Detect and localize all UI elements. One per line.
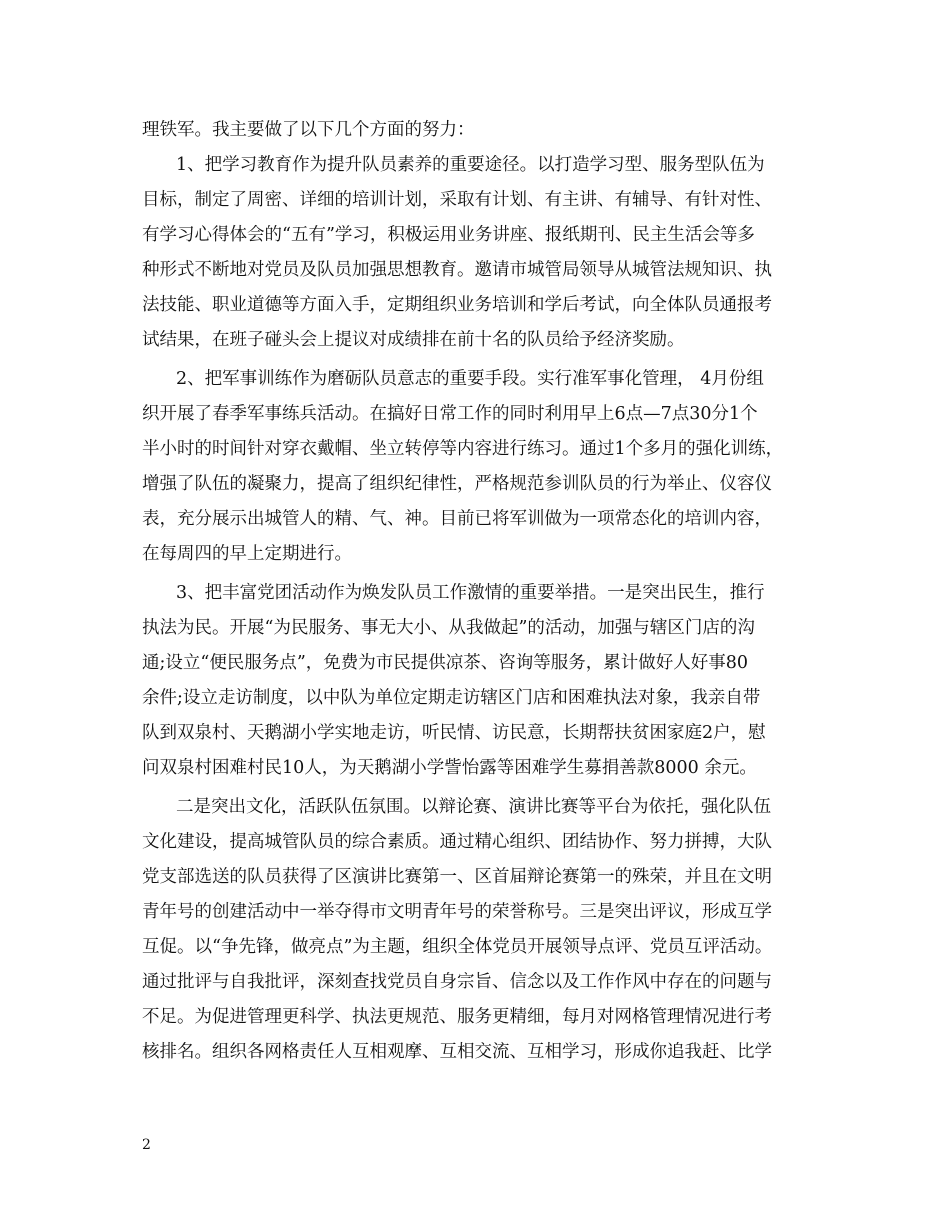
text-line: 余件;设立走访制度，以中队为单位定期走访辖区门店和困难执法对象，我亲自带 — [142, 688, 761, 708]
text-line: 党支部选送的队员获得了区演讲比赛第一、区首届辩论赛第一的殊荣，并且在文明 — [142, 867, 772, 887]
text-line: 法技能、职业道德等方面入手，定期组织业务培训和学后考试，向全体队员通报考 — [142, 295, 772, 315]
text-line: 青年号的创建活动中一举夺得市文明青年号的荣誉称号。三是突出评议，形成互学 — [142, 902, 772, 922]
text-line: 试结果，在班子碰头会上提议对成绩排在前十名的队员给予经济奖励。 — [142, 330, 685, 350]
text-line: 表，充分展示出城管人的精、气、神。目前已将军训做为一项常态化的培训内容， — [142, 509, 772, 529]
text-line: 1、把学习教育作为提升队员素养的重要途径。以打造学习型、服务型队伍为 — [176, 155, 765, 175]
text-line: 文化建设，提高城管队员的综合素质。通过精心组织、团结协作、努力拼搏，大队 — [142, 832, 772, 852]
text-line: 2、把军事训练作为磨砺队员意志的重要手段。实行准军事化管理， 4月份组 — [176, 369, 764, 389]
text-line: 增强了队伍的凝聚力，提高了组织纪律性，严格规范参训队员的行为举止、仪容仪 — [142, 474, 772, 494]
text-line: 半小时的时间针对穿衣戴帽、坐立转停等内容进行练习。通过1个多月的强化训练， — [142, 439, 784, 459]
text-line: 在每周四的早上定期进行。 — [142, 544, 352, 564]
text-line: 通过批评与自我批评，深刻查找党员自身宗旨、信念以及工作作风中存在的问题与 — [142, 972, 772, 992]
text-line: 不足。为促进管理更科学、执法更规范、服务更精细，每月对网格管理情况进行考 — [142, 1007, 772, 1027]
text-line: 互促。以“争先锋，做亮点”为主题，组织全体党员开展领导点评、党员互评活动。 — [142, 937, 773, 957]
text-line: 核排名。组织各网格责任人互相观摩、互相交流、互相学习，形成你追我赶、比学 — [142, 1042, 772, 1062]
text-line: 目标，制定了周密、详细的培训计划，采取有计划、有主讲、有辅导、有针对性、 — [142, 190, 772, 210]
text-line: 种形式不断地对党员及队员加强思想教育。邀请市城管局领导从城管法规知识、执 — [142, 260, 772, 280]
text-line: 二是突出文化，活跃队伍氛围。以辩论赛、演讲比赛等平台为依托，强化队伍 — [176, 797, 771, 817]
page-number: 2 — [142, 1137, 151, 1153]
text-line: 理铁军。我主要做了以下几个方面的努力： — [142, 120, 475, 140]
text-line: 队到双泉村、天鹅湖小学实地走访，听民情、访民意，长期帮扶贫困家庭2户，慰 — [142, 723, 766, 743]
text-line: 问双泉村困难村民10人，为天鹅湖小学訾怡露等困难学生募捐善款8000 余元。 — [142, 758, 757, 778]
text-line: 执法为民。开展“为民服务、事无大小、从我做起”的活动，加强与辖区门店的沟 — [142, 618, 755, 638]
text-line: 通;设立“便民服务点”，免费为市民提供凉茶、咨询等服务，累计做好人好事80 — [142, 653, 749, 673]
text-line: 织开展了春季军事练兵活动。在搞好日常工作的同时利用早上6点—7点30分1个 — [142, 404, 758, 424]
text-line: 3、把丰富党团活动作为焕发队员工作激情的重要举措。一是突出民生，推行 — [176, 583, 765, 603]
text-line: 有学习心得体会的“五有”学习，积极运用业务讲座、报纸期刊、民主生活会等多 — [142, 225, 755, 245]
